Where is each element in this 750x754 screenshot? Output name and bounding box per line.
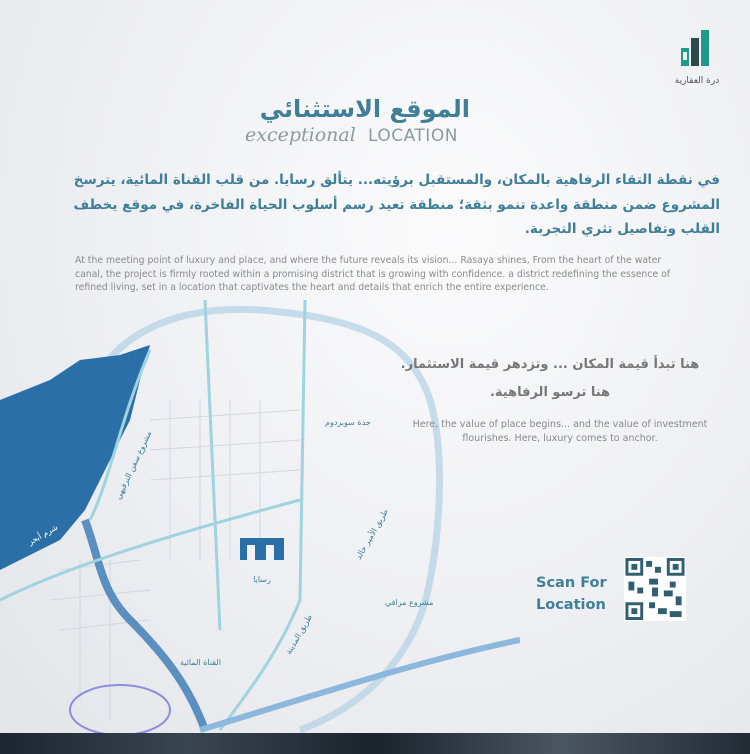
- company-logo: [662, 28, 732, 86]
- qr-code-icon[interactable]: [624, 557, 686, 621]
- logo-text: درة العقارية: [674, 76, 720, 86]
- label-superdome: جدة سوبردوم: [325, 418, 371, 427]
- logo-mark-icon: [677, 28, 717, 70]
- title-english: LOCATION: [368, 126, 458, 146]
- scan-line2: Location: [536, 597, 606, 613]
- bottom-strip: [0, 733, 750, 754]
- project-marker: [240, 538, 284, 584]
- scan-label: [536, 572, 607, 616]
- title-script: exceptional: [245, 124, 356, 146]
- scan-line1: Scan For: [536, 575, 607, 591]
- label-madinah: طريق المدينة: [283, 612, 315, 656]
- project-name: رسايا: [253, 575, 271, 584]
- title-arabic: الموقع الاستثنائي: [259, 95, 470, 123]
- label-sharm: شرم أبحر: [26, 522, 60, 547]
- label-canal: القناة المائية: [180, 658, 221, 667]
- sea-area: [0, 345, 150, 570]
- quote-english: Here, the value of place begins... and the value of investment flourishes. Here, luxury comes to anchor.: [412, 419, 708, 444]
- label-sufun: مشروع سفن الترفيهي: [113, 429, 154, 501]
- quote-arabic-line2: هنا ترسو الرفاهية.: [489, 385, 611, 400]
- intro-arabic: في نقطة التقاء الرفاهية بالمكان، والمستقبل برؤيته... يتألق رسايا. من قلب القناة المائية، يترسخ المشروع ضمن منطقة واعدة تنمو بثقة؛ منطقة تعيد رسم أسلوب الحياة الفاخرة، في موقع يخطف القلب وتفاصيل تثري التجربة.: [73, 172, 720, 237]
- quote-arabic-line1: هنا تبدأ قيمة المكان ... وتزدهر قيمة الاستثمار.: [400, 357, 700, 372]
- label-prince-khalid: طريق الأمير خالد: [353, 507, 391, 561]
- intro-english: At the meeting point of luxury and place, and where the future reveals its vision... Rasaya shines, From the heart of the water canal, the project is firmly rooted within a promising district that is growing with confidence. a district redefining the essence of refined living, set in a location that captivates the heart and details that enrich the entire experience.: [75, 255, 671, 293]
- label-marafi: مشروع مرافي: [385, 598, 434, 607]
